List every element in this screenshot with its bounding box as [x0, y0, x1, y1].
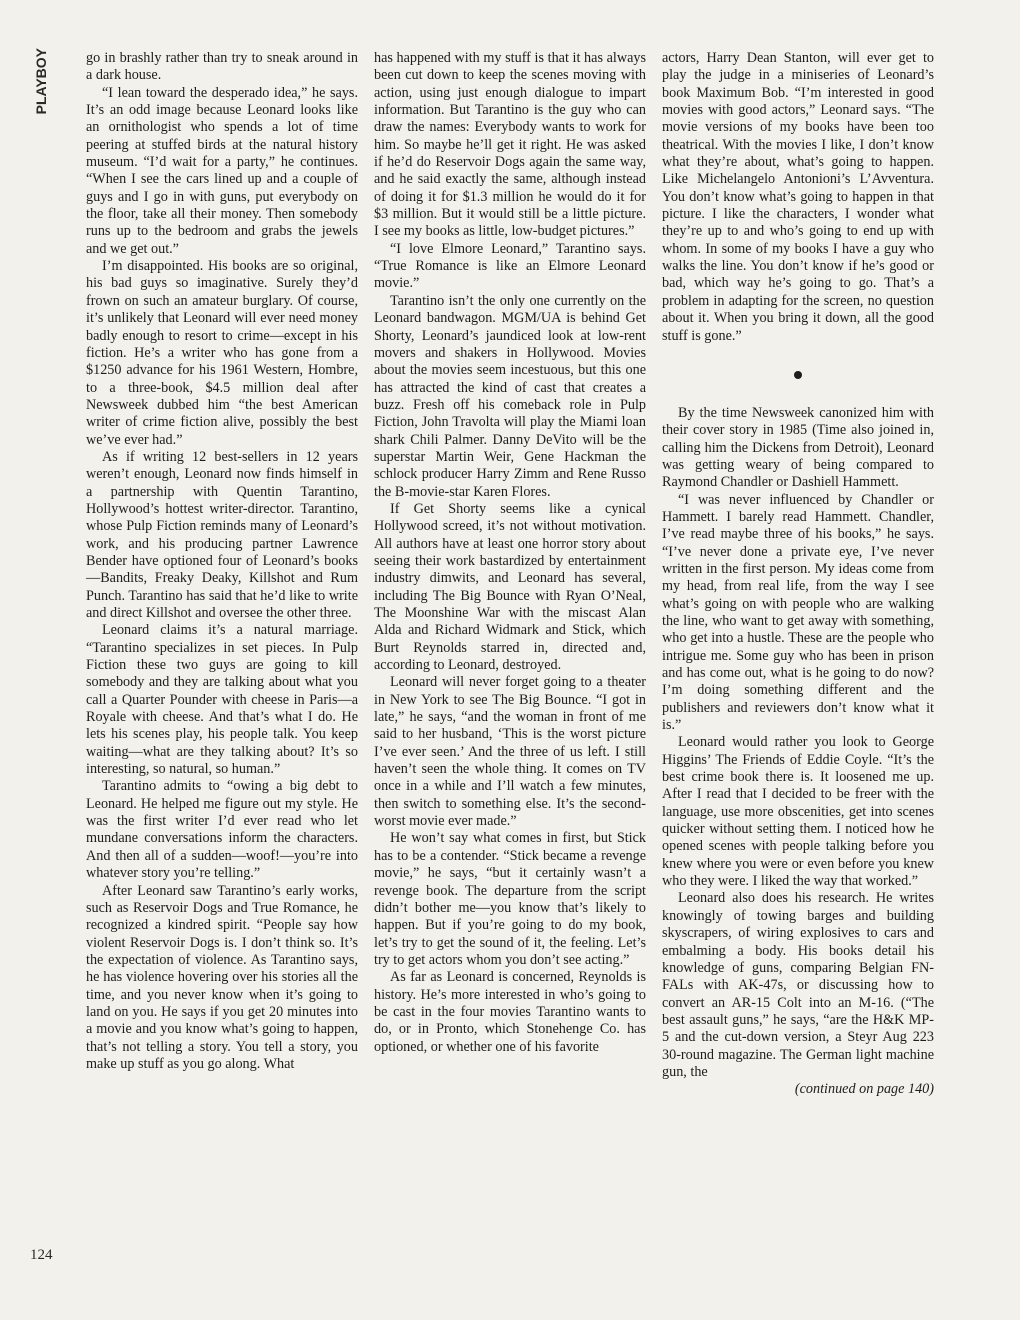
paragraph: Leonard would rather you look to George Higgins’ The Friends of Eddie Coyle. “It’s the best crime book there is. It loosened me up. After I read that I decided to be freer with the language, use more obscenities, get into scenes quicker without setting them. I noticed how he opened scenes with people talking before you knew where you were or even before you knew who they were. I liked the way that worked.”	[662, 734, 934, 890]
page-number: 124	[30, 1247, 53, 1263]
paragraph: go in brashly rather than try to sneak around in a dark house.	[86, 50, 358, 84]
paragraph: Leonard claims it’s a natural marriage. “Tarantino specializes in set pieces. In Pulp Fiction these two guys are going to kill somebody and they are talking about what you call a Quarter Pounder with cheese in Paris—a Royale with cheese. And that’s what I do. He lets his scenes play, his people talk. You keep waiting—what are they talking about? It’s so interesting, so natural, so human.”	[86, 622, 358, 778]
paragraph: As if writing 12 best-sellers in 12 years weren’t enough, Leonard now finds himself in a partnership with Quentin Tarantino, Hollywood’s hottest writer-director. Tarantino, whose Pulp Fiction reminds many of Leonard’s work, and his producing partner Lawrence Bender have optioned four of Leonard’s books—Bandits, Freaky Deaky, Killshot and Rum Punch. Tarantino has said that he’d like to write and direct Killshot and oversee the other three.	[86, 448, 358, 621]
paragraph: After Leonard saw Tarantino’s early works, such as Reservoir Dogs and True Romance, he recognized a kindred spirit. “People say how violent Reservoir Dogs is. I don’t think so. It’s the expectation of violence. As Tarantino says, he has violence hovering over his stories all the time, and you never know when it’s going to land on you. He says if you get 20 minutes into a movie and you know what’s going to happen, that’s not telling a story. You tell a story, you make up stuff as you go along. What	[86, 882, 358, 1072]
paragraph: has happened with my stuff is that it has always been cut down to keep the scenes moving with action, using just enough dialogue to impart information. But Tarantino is the guy who can draw the names: Everybody wants to work for him. So maybe he’ll get it right. He was asked if he’d do Reservoir Dogs again the same way, and he said exactly the same, although instead of doing it for $1.3 million he would do it for $3 million. But it would still be a little picture. I see my books as little, low-budget pictures.”	[374, 50, 646, 240]
magazine-name-vertical: PLAYBOY	[33, 48, 49, 115]
section-break-bullet	[662, 345, 934, 405]
paragraph: Leonard also does his research. He writes knowingly of towing barges and building skyscrapers, of wiring explosives to cars and embalming a body. His books detail his knowledge of guns, comparing Belgian FN-FALs with AK-47s, or discussing how to convert an AR-15 Colt into an M-16. (“The best assault guns,” he says, “are the H&K MP-5 and the cut-down version, a Steyr Aug 223 30-round magazine. The German light machine gun, the	[662, 890, 934, 1080]
continued-on-page: (continued on page 140)	[794, 1081, 934, 1098]
paragraph: If Get Shorty seems like a cynical Hollywood screed, it’s not without motivation. All authors have at least one horror story about seeing their work bastardized by entertainment industry dimwits, and Leonard has several, including The Big Bounce with Ryan O’Neal, The Moonshine War with the miscast Alan Alda and Richard Widmark and Stick, which Burt Reynolds starred in, directed and, according to Leonard, destroyed.	[374, 500, 646, 674]
text-column-1	[86, 50, 358, 1073]
paragraph: I’m disappointed. His books are so original, his bad guys so imaginative. Surely they’d frown on such an amateur burglary. Of course, it’s unlikely that Leonard will ever need money badly enough to resort to crime—except in his fiction. He’s a writer who has gone from a $1250 advance for his 1961 Western, Hombre, to a three-book, $4.5 million deal after Newsweek dubbed him “the best American writer of crime fiction alive, possibly the best we’ve ever had.”	[86, 258, 358, 448]
paragraph: He won’t say what comes in first, but Stick has to be a contender. “Stick became a revenge movie,” he says, “but it certainly wasn’t a revenge book. The departure from the script didn’t bother me—you know that’s likely to happen. But if you’re going to do my book, let’s try to get the sound of it, the feeling. Let’s try to get actors whom you don’t see acting.”	[374, 830, 646, 968]
paragraph: Tarantino isn’t the only one currently on the Leonard bandwagon. MGM/UA is behind Get Shorty, Leonard’s jaundiced look at low-rent movers and shakers in Hollywood. Movies about the movies seem incestuous, but this one has attracted the kind of cast that creates a buzz. Fresh off his comeback role in Pulp Fiction, John Travolta will play the Miami loan shark Chili Palmer. Danny DeVito will be the superstar Martin Weir, Gene Hackman the schlock producer Harry Zimm and Rene Russo the B-movie-star Karen Flores.	[374, 292, 646, 500]
bullet-dot-icon	[794, 371, 802, 379]
paragraph: By the time Newsweek canonized him with their cover story in 1985 (Time also joined in, calling him the Dickens from Detroit), Leonard was getting weary of being compared to Raymond Chandler or Dashiell Hammett.	[662, 404, 934, 491]
paragraph: “I was never influenced by Chandler or Hammett. I barely read Hammett. Chandler, I’ve read maybe three of his books,” he says. “I’ve never done a private eye, I’ve never written in the first person. My ideas come from my head, from real life, from the way I see what’s going on with people who are walking the line, who want to get away with something, who get into a hustle. These are the people who intrigue me. Some guy who has been in prison and has come out, what is he going to do now? I’m doing something different and the publishers and reviewers don’t know what it is.”	[662, 491, 934, 734]
text-column-2	[374, 50, 646, 1056]
paragraph: actors, Harry Dean Stanton, will ever get to play the judge in a miniseries of Leonard’s book Maximum Bob. “I’m interested in good movies with good actors,” Leonard says. “The movie versions of my books have been too theatrical. With the movies I like, I don’t know what they’re about, what’s going to happen. Like Michelangelo Antonioni’s L’Avventura. You don’t know what’s going to happen in that picture. I like the characters, I wonder what they’re up to and who’s going to end up with whom. In some of my books I have a guy who walks the line. You don’t know if he’s good or bad, which way he’s going to go. That’s a problem in adapting for the screen, no question about it. When you bring it down, all the good stuff is gone.”	[662, 50, 934, 344]
paragraph: Leonard will never forget going to a theater in New York to see The Big Bounce. “I got in late,” he says, “and the woman in front of me said to her husband, ‘This is the worst picture I’ve ever seen.’ And the three of us left. I still haven’t seen the whole thing. It comes on TV once in a while and I’ll watch a few minutes, then switch to something else. It’s the second-worst movie ever made.”	[374, 674, 646, 830]
paragraph: As far as Leonard is concerned, Reynolds is history. He’s more interested in who’s going to be cast in the four movies Tarantino wants to do, or in Pronto, which Stonehenge Co. has optioned, or whether one of his favorite	[374, 969, 646, 1055]
paragraph: Tarantino admits to “owing a big debt to Leonard. He helped me figure out my style. He was the first writer I’d ever read who let mundane conversations inform the characters. And then all of a sudden—woof!—you’re into whatever story you’re telling.”	[86, 778, 358, 882]
paragraph: “I love Elmore Leonard,” Tarantino says. “True Romance is like an Elmore Leonard movie.”	[374, 240, 646, 292]
paragraph: “I lean toward the desperado idea,” he says. It’s an odd image because Leonard looks like an ornithologist who spends a lot of time peering at stuffed birds at the natural history museum. “I’d wait for a party,” he continues. “When I see the cars lined up and a couple of guys and I go in with guns, put everybody on the floor, take all their money. Then somebody runs up to the bedroom and grabs the jewels and we get out.”	[86, 84, 358, 257]
text-column-3	[662, 50, 934, 1099]
